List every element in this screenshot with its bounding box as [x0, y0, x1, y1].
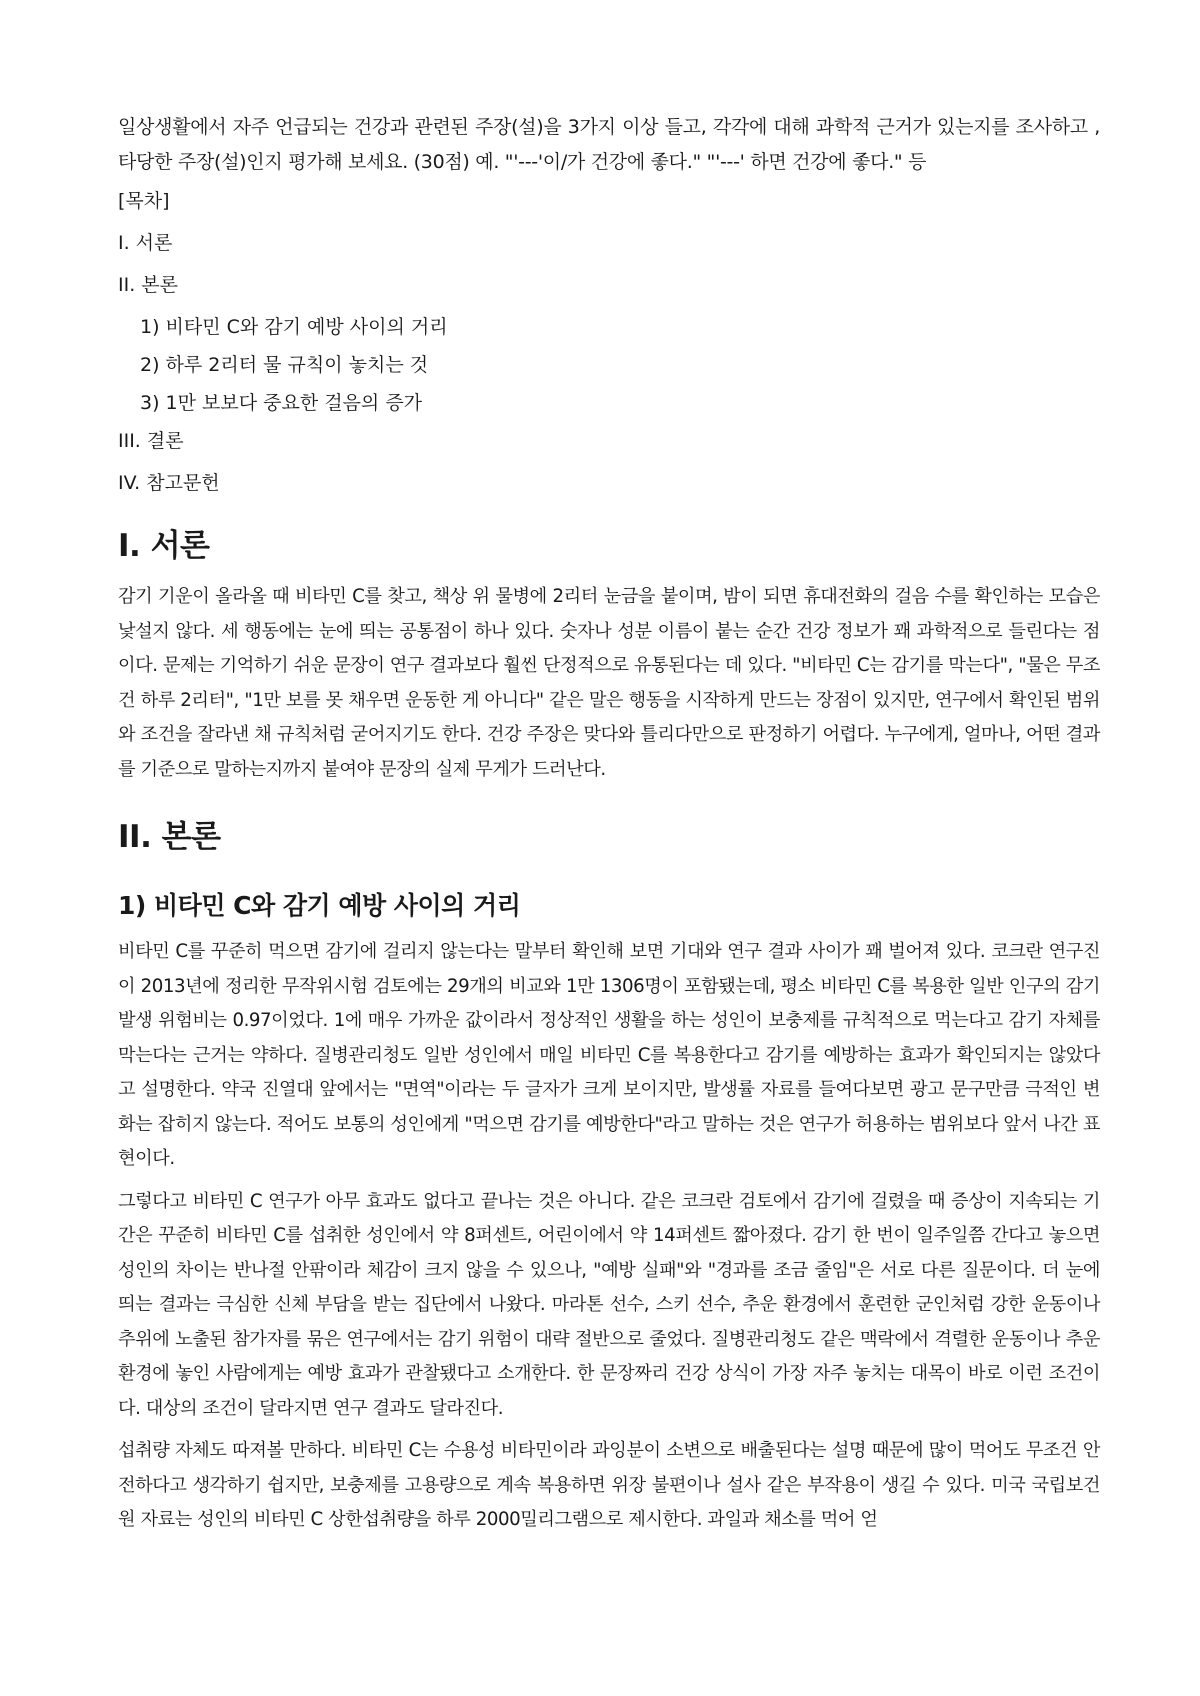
- section-title-intro: I. 서론: [118, 528, 210, 564]
- toc-item-intro: I. 서론: [118, 232, 173, 254]
- toc-item-body: II. 본론: [118, 274, 178, 296]
- section-title-body: II. 본론: [118, 819, 221, 855]
- subsection-title-vitamin-c: 1) 비타민 C와 감기 예방 사이의 거리: [118, 891, 521, 920]
- toc-item-references: IV. 참고문헌: [118, 472, 220, 494]
- body-paragraph: 섭취량 자체도 따져볼 만하다. 비타민 C는 수용성 비타민이라 과잉분이 소변으로 배출된다는 설명 때문에 많이 먹어도 무조건 안전하다고 생각하기 쉽지만, 보충제를 고용량으로 계속 복용하면 위장 불편이나 설사 같은 부작용이 생길 수 있다. 미국 국립보건원 자료는 성인의 비타민 C 상한섭취량을 하루 2000밀리그램으로 제시한다. 과일과 채소를 먹어 얻: [118, 1440, 1100, 1530]
- toc-item-body-3: 3) 1만 보보다 중요한 걸음의 증가: [140, 392, 423, 414]
- toc-item-conclusion: III. 결론: [118, 430, 184, 452]
- toc-item-body-1: 1) 비타민 C와 감기 예방 사이의 거리: [140, 316, 448, 338]
- toc-heading: [목차]: [118, 190, 170, 212]
- toc-item-body-2: 2) 하루 2리터 물 규칙이 놓치는 것: [140, 354, 429, 376]
- intro-paragraph: 감기 기운이 올라올 때 비타민 C를 찾고, 책상 위 물병에 2리터 눈금을 붙이며, 밤이 되면 휴대전화의 걸음 수를 확인하는 모습은 낯설지 않다. 세 행동에는 눈에 띄는 공통점이 하나 있다. 숫자나 성분 이름이 붙는 순간 건강 정보가 꽤 과학적으로 들린다는 점이다. 문제는 기억하기 쉬운 문장이 연구 결과보다 훨씬 단정적으로 유통된다는 데 있다. "비타민 C는 감기를 막는다", "물은 무조건 하루 2리터", "1만 보를 못 채우면 운동한 게 아니다" 같은 말은 행동을 시작하게 만드는 장점이 있지만, 연구에서 확인된 범위와 조건을 잘라낸 채 규칙처럼 굳어지기도 한다. 건강 주장은 맞다와 틀리다만으로 판정하기 어렵다. 누구에게, 얼마나, 어떤 결과를 기준으로 말하는지까지 붙여야 문장의 실제 무게가 드러난다.: [118, 586, 1100, 780]
- body-paragraph: 그렇다고 비타민 C 연구가 아무 효과도 없다고 끝나는 것은 아니다. 같은 코크란 검토에서 감기에 걸렸을 때 증상이 지속되는 기간은 꾸준히 비타민 C를 섭취한 성인에서 약 8퍼센트, 어린이에서 약 14퍼센트 짧아졌다. 감기 한 번이 일주일쯤 간다고 놓으면 성인의 차이는 반나절 안팎이라 체감이 크지 않을 수 있으나, "예방 실패"와 "경과를 조금 줄임"은 서로 다른 질문이다. 더 눈에 띄는 결과는 극심한 신체 부담을 받는 집단에서 나왔다. 마라톤 선수, 스키 선수, 추운 환경에서 훈련한 군인처럼 강한 운동이나 추위에 노출된 참가자를 묶은 연구에서는 감기 위험이 대략 절반으로 줄었다. 질병관리청도 같은 맥락에서 격렬한 운동이나 추운 환경에 놓인 사람에게는 예방 효과가 관찰됐다고 소개한다. 한 문장짜리 건강 상식이 가장 자주 놓치는 대목이 바로 이런 조건이다. 대상의 조건이 달라지면 연구 결과도 달라진다.: [118, 1190, 1100, 1419]
- assignment-question: 일상생활에서 자주 언급되는 건강과 관련된 주장(설)을 3가지 이상 들고, 각각에 대해 과학적 근거가 있는지를 조사하고 , 타당한 주장(설)인지 평가해 보세요. (30점) 예. "'---'이/가 건강에 좋다." "'---' 하면 건강에 좋다." 등: [118, 116, 1100, 173]
- table-of-contents: [118, 188, 1100, 496]
- body-paragraph: 비타민 C를 꾸준히 먹으면 감기에 걸리지 않는다는 말부터 확인해 보면 기대와 연구 결과 사이가 꽤 벌어져 있다. 코크란 연구진이 2013년에 정리한 무작위시험 검토에는 29개의 비교와 1만 1306명이 포함됐는데, 평소 비타민 C를 복용한 일반 인구의 감기 발생 위험비는 0.97이었다. 1에 매우 가까운 값이라서 정상적인 생활을 하는 성인이 보충제를 규칙적으로 먹는다고 감기 자체를 막는다는 근거는 약하다. 질병관리청도 일반 성인에서 매일 비타민 C를 복용한다고 감기를 예방하는 효과가 확인되지는 않았다고 설명한다. 약국 진열대 앞에서는 "면역"이라는 두 글자가 크게 보이지만, 발생률 자료를 들여다보면 광고 문구만큼 극적인 변화는 잡히지 않는다. 적어도 보통의 성인에게 "먹으면 감기를 예방한다"라고 말하는 것은 연구가 허용하는 범위보다 앞서 나간 표현이다.: [118, 941, 1100, 1169]
